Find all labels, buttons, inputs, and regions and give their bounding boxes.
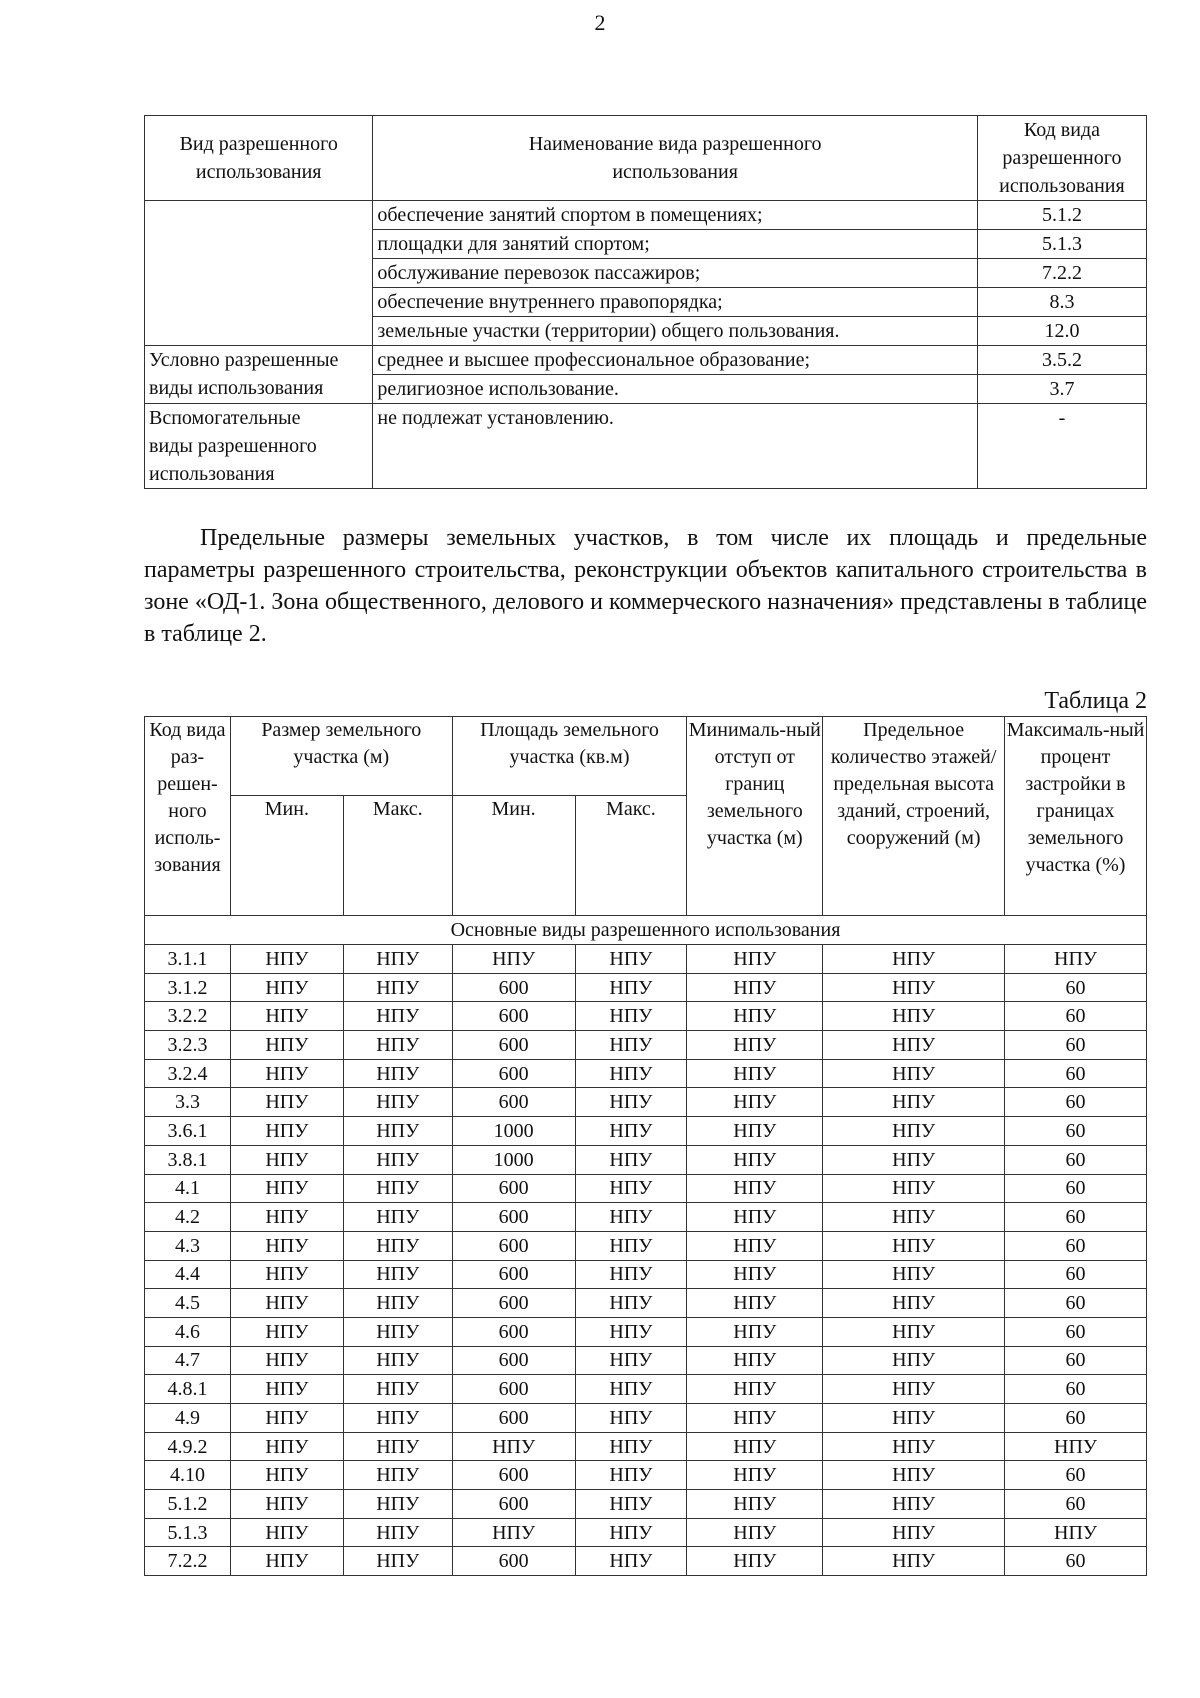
- cell-size-min: НПУ: [230, 1317, 343, 1346]
- cell-area-min: 600: [452, 1002, 575, 1031]
- table-row: [145, 1174, 1147, 1203]
- cell-size-max: НПУ: [343, 1490, 452, 1519]
- cell-code: 3.3: [145, 1088, 231, 1117]
- cell-setback: НПУ: [687, 1375, 823, 1404]
- cell-coverage: 60: [1005, 1260, 1147, 1289]
- header-min-setback: Минималь-ный отступ от границ земельного участка (м): [687, 717, 823, 916]
- cell-setback: НПУ: [687, 1490, 823, 1519]
- cell-code: 4.1: [145, 1174, 231, 1203]
- cell-floors: НПУ: [823, 1317, 1005, 1346]
- cell-code: 3.2.4: [145, 1059, 231, 1088]
- cell-coverage: НПУ: [1005, 1518, 1147, 1547]
- cell-setback: НПУ: [687, 1203, 823, 1232]
- cell-floors: НПУ: [823, 1088, 1005, 1117]
- table1-use-name: обеспечение внутреннего правопорядка;: [373, 288, 977, 317]
- cell-floors: НПУ: [823, 945, 1005, 974]
- cell-area-min: 600: [452, 1547, 575, 1576]
- cell-size-max: НПУ: [343, 1461, 452, 1490]
- cell-size-max: НПУ: [343, 1203, 452, 1232]
- table1-header-use-type: Вид разрешенного использования: [145, 116, 373, 201]
- cell-size-min: НПУ: [230, 1547, 343, 1576]
- cell-area-max: НПУ: [575, 973, 687, 1002]
- table1-use-code: -: [977, 404, 1146, 489]
- cell-size-min: НПУ: [230, 1289, 343, 1318]
- table1-use-name: среднее и высшее профессиональное образование;: [373, 346, 977, 375]
- table1-auxiliary-label: Вспомогательные виды разрешенного использования: [145, 404, 373, 489]
- cell-size-max: НПУ: [343, 1145, 452, 1174]
- cell-size-min: НПУ: [230, 1117, 343, 1146]
- paragraph-text: Предельные размеры земельных участков, в том числе их площадь и предельные параметры разрешенного строительства, реконструкции объектов капитального строительства в зоне «ОД-1. Зона общественного, делового и коммерческого назначения» представлены в таблице в таблице 2.: [144, 525, 1147, 647]
- table1-header-row: [145, 116, 1147, 201]
- cell-setback: НПУ: [687, 1317, 823, 1346]
- cell-area-min: 600: [452, 1059, 575, 1088]
- cell-setback: НПУ: [687, 1432, 823, 1461]
- cell-area-max: НПУ: [575, 1059, 687, 1088]
- cell-floors: НПУ: [823, 1289, 1005, 1318]
- cell-area-min: 600: [452, 1174, 575, 1203]
- cell-size-min: НПУ: [230, 1461, 343, 1490]
- cell-size-min: НПУ: [230, 1203, 343, 1232]
- cell-floors: НПУ: [823, 1117, 1005, 1146]
- header-floors-height: Предельное количество этажей/ предельная высота зданий, строений, сооружений (м): [823, 717, 1005, 916]
- cell-coverage: 60: [1005, 973, 1147, 1002]
- cell-area-max: НПУ: [575, 1346, 687, 1375]
- cell-area-max: НПУ: [575, 1317, 687, 1346]
- table1-conditional-label: Условно разрешенные виды использования: [145, 346, 373, 404]
- table1-use-code: 8.3: [977, 288, 1146, 317]
- table-row: [145, 1518, 1147, 1547]
- table-row: [145, 1461, 1147, 1490]
- cell-size-min: НПУ: [230, 1145, 343, 1174]
- cell-area-min: 600: [452, 1490, 575, 1519]
- cell-size-max: НПУ: [343, 1317, 452, 1346]
- cell-code: 3.1.1: [145, 945, 231, 974]
- cell-coverage: 60: [1005, 1231, 1147, 1260]
- cell-size-max: НПУ: [343, 1432, 452, 1461]
- table1-use-code: 3.5.2: [977, 346, 1146, 375]
- cell-size-min: НПУ: [230, 973, 343, 1002]
- cell-area-min: 600: [452, 1231, 575, 1260]
- table-row: [145, 1346, 1147, 1375]
- table-row: [145, 1289, 1147, 1318]
- header-max-coverage: Максималь-ный процент застройки в границах земельного участка (%): [1005, 717, 1147, 916]
- cell-code: 4.6: [145, 1317, 231, 1346]
- cell-floors: НПУ: [823, 1002, 1005, 1031]
- cell-area-min: 600: [452, 973, 575, 1002]
- cell-floors: НПУ: [823, 1231, 1005, 1260]
- cell-floors: НПУ: [823, 1432, 1005, 1461]
- table-row: [145, 1432, 1147, 1461]
- cell-area-max: НПУ: [575, 945, 687, 974]
- cell-size-max: НПУ: [343, 1174, 452, 1203]
- cell-area-max: НПУ: [575, 1031, 687, 1060]
- cell-code: 3.2.3: [145, 1031, 231, 1060]
- cell-coverage: 60: [1005, 1117, 1147, 1146]
- cell-area-max: НПУ: [575, 1404, 687, 1433]
- table1-use-code: 7.2.2: [977, 259, 1146, 288]
- cell-area-max: НПУ: [575, 1432, 687, 1461]
- cell-area-min: 600: [452, 1375, 575, 1404]
- cell-size-max: НПУ: [343, 1260, 452, 1289]
- cell-size-max: НПУ: [343, 945, 452, 974]
- cell-size-min: НПУ: [230, 1260, 343, 1289]
- cell-setback: НПУ: [687, 1059, 823, 1088]
- table1-use-code: 5.1.3: [977, 230, 1146, 259]
- cell-coverage: 60: [1005, 1174, 1147, 1203]
- cell-coverage: НПУ: [1005, 1432, 1147, 1461]
- table-row: [145, 1231, 1147, 1260]
- cell-floors: НПУ: [823, 1547, 1005, 1576]
- table-row: [145, 1490, 1147, 1519]
- cell-code: 4.8.1: [145, 1375, 231, 1404]
- cell-area-max: НПУ: [575, 1002, 687, 1031]
- cell-code: 4.9.2: [145, 1432, 231, 1461]
- cell-coverage: 60: [1005, 1289, 1147, 1318]
- table1-use-name: площадки для занятий спортом;: [373, 230, 977, 259]
- cell-code: 4.5: [145, 1289, 231, 1318]
- cell-size-max: НПУ: [343, 1346, 452, 1375]
- cell-size-max: НПУ: [343, 1231, 452, 1260]
- cell-size-min: НПУ: [230, 1174, 343, 1203]
- header-area-min: Мин.: [452, 796, 575, 916]
- cell-setback: НПУ: [687, 1260, 823, 1289]
- cell-setback: НПУ: [687, 1002, 823, 1031]
- cell-size-max: НПУ: [343, 1289, 452, 1318]
- table-row: [145, 1203, 1147, 1232]
- table1-use-name: обеспечение занятий спортом в помещениях;: [373, 201, 977, 230]
- table1-use-name: обслуживание перевозок пассажиров;: [373, 259, 977, 288]
- cell-size-max: НПУ: [343, 1547, 452, 1576]
- cell-code: 4.10: [145, 1461, 231, 1490]
- header-size-max: Макс.: [343, 796, 452, 916]
- table1-row: [145, 201, 1147, 230]
- table-row: [145, 1002, 1147, 1031]
- cell-floors: НПУ: [823, 1346, 1005, 1375]
- cell-setback: НПУ: [687, 1461, 823, 1490]
- cell-size-min: НПУ: [230, 945, 343, 974]
- section-row: [145, 916, 1147, 945]
- cell-area-max: НПУ: [575, 1375, 687, 1404]
- table1-use-name: земельные участки (территории) общего пользования.: [373, 317, 977, 346]
- cell-code: 4.4: [145, 1260, 231, 1289]
- cell-coverage: 60: [1005, 1346, 1147, 1375]
- cell-code: 5.1.2: [145, 1490, 231, 1519]
- table-row: [145, 1088, 1147, 1117]
- cell-area-max: НПУ: [575, 1088, 687, 1117]
- cell-size-min: НПУ: [230, 1404, 343, 1433]
- cell-area-min: НПУ: [452, 945, 575, 974]
- page-number: 2: [594, 10, 606, 35]
- cell-setback: НПУ: [687, 1547, 823, 1576]
- cell-coverage: 60: [1005, 1375, 1147, 1404]
- table-row: [145, 1317, 1147, 1346]
- cell-setback: НПУ: [687, 945, 823, 974]
- table1-row: [145, 404, 1147, 489]
- cell-size-max: НПУ: [343, 973, 452, 1002]
- cell-coverage: 60: [1005, 1145, 1147, 1174]
- cell-coverage: НПУ: [1005, 945, 1147, 974]
- cell-code: 4.9: [145, 1404, 231, 1433]
- cell-size-max: НПУ: [343, 1518, 452, 1547]
- cell-coverage: 60: [1005, 1461, 1147, 1490]
- table-row: [145, 1260, 1147, 1289]
- cell-floors: НПУ: [823, 1174, 1005, 1203]
- cell-floors: НПУ: [823, 1260, 1005, 1289]
- cell-floors: НПУ: [823, 1059, 1005, 1088]
- header-area-max: Макс.: [575, 796, 687, 916]
- section-title: Основные виды разрешенного использования: [145, 916, 1147, 945]
- table1-row: [145, 346, 1147, 375]
- cell-area-min: 600: [452, 1203, 575, 1232]
- header-code: Код вида раз-решен-ного исполь-зования: [145, 717, 231, 916]
- table-row: [145, 1117, 1147, 1146]
- permitted-use-table: [144, 115, 1147, 489]
- cell-code: 3.6.1: [145, 1117, 231, 1146]
- cell-coverage: 60: [1005, 1088, 1147, 1117]
- cell-area-min: 600: [452, 1404, 575, 1433]
- cell-area-min: 600: [452, 1088, 575, 1117]
- cell-area-max: НПУ: [575, 1518, 687, 1547]
- table-row: [145, 1547, 1147, 1576]
- cell-size-max: НПУ: [343, 1059, 452, 1088]
- cell-area-min: 600: [452, 1461, 575, 1490]
- cell-setback: НПУ: [687, 1346, 823, 1375]
- cell-floors: НПУ: [823, 1375, 1005, 1404]
- cell-code: 5.1.3: [145, 1518, 231, 1547]
- table-row: [145, 1145, 1147, 1174]
- table-row: [145, 1059, 1147, 1088]
- cell-size-max: НПУ: [343, 1002, 452, 1031]
- cell-setback: НПУ: [687, 1174, 823, 1203]
- cell-coverage: 60: [1005, 1404, 1147, 1433]
- table1-header-use-code: Код вида разрешенного использования: [977, 116, 1146, 201]
- cell-size-min: НПУ: [230, 1002, 343, 1031]
- table1-use-code: 5.1.2: [977, 201, 1146, 230]
- table1-use-code: 12.0: [977, 317, 1146, 346]
- cell-area-max: НПУ: [575, 1117, 687, 1146]
- cell-area-max: НПУ: [575, 1203, 687, 1232]
- header-plot-size: Размер земельного участка (м): [230, 717, 452, 796]
- cell-area-min: 1000: [452, 1117, 575, 1146]
- header-plot-area: Площадь земельного участка (кв.м): [452, 717, 687, 796]
- cell-area-max: НПУ: [575, 1231, 687, 1260]
- cell-floors: НПУ: [823, 1461, 1005, 1490]
- parameters-table: [144, 716, 1147, 1576]
- cell-coverage: 60: [1005, 1002, 1147, 1031]
- cell-code: 3.8.1: [145, 1145, 231, 1174]
- cell-size-min: НПУ: [230, 1031, 343, 1060]
- table2-body: [145, 945, 1147, 1576]
- cell-setback: НПУ: [687, 1231, 823, 1260]
- cell-area-min: 600: [452, 1346, 575, 1375]
- cell-coverage: 60: [1005, 1490, 1147, 1519]
- cell-setback: НПУ: [687, 1404, 823, 1433]
- cell-area-min: НПУ: [452, 1518, 575, 1547]
- cell-code: 3.2.2: [145, 1002, 231, 1031]
- header-size-min: Мин.: [230, 796, 343, 916]
- cell-area-max: НПУ: [575, 1174, 687, 1203]
- cell-area-max: НПУ: [575, 1461, 687, 1490]
- cell-floors: НПУ: [823, 1145, 1005, 1174]
- cell-floors: НПУ: [823, 1518, 1005, 1547]
- body-paragraph: [144, 522, 1147, 650]
- table-row: [145, 1031, 1147, 1060]
- table-row: [145, 1375, 1147, 1404]
- cell-coverage: 60: [1005, 1317, 1147, 1346]
- table-row: [145, 1404, 1147, 1433]
- cell-code: 4.2: [145, 1203, 231, 1232]
- table2-caption: Таблица 2: [1044, 688, 1147, 714]
- cell-coverage: 60: [1005, 1547, 1147, 1576]
- cell-area-min: 600: [452, 1260, 575, 1289]
- cell-size-max: НПУ: [343, 1031, 452, 1060]
- table1-use-code: 3.7: [977, 375, 1146, 404]
- cell-setback: НПУ: [687, 1088, 823, 1117]
- cell-coverage: 60: [1005, 1203, 1147, 1232]
- cell-size-min: НПУ: [230, 1088, 343, 1117]
- table-row: [145, 945, 1147, 974]
- cell-area-min: 600: [452, 1317, 575, 1346]
- cell-setback: НПУ: [687, 1145, 823, 1174]
- cell-area-min: 600: [452, 1031, 575, 1060]
- cell-size-min: НПУ: [230, 1490, 343, 1519]
- cell-floors: НПУ: [823, 1404, 1005, 1433]
- cell-size-min: НПУ: [230, 1432, 343, 1461]
- table1-use-name: не подлежат установлению.: [373, 404, 977, 489]
- cell-code: 3.1.2: [145, 973, 231, 1002]
- cell-coverage: 60: [1005, 1059, 1147, 1088]
- cell-area-max: НПУ: [575, 1145, 687, 1174]
- cell-setback: НПУ: [687, 1031, 823, 1060]
- cell-floors: НПУ: [823, 1203, 1005, 1232]
- table-row: [145, 973, 1147, 1002]
- cell-size-min: НПУ: [230, 1518, 343, 1547]
- cell-code: 7.2.2: [145, 1547, 231, 1576]
- cell-coverage: 60: [1005, 1031, 1147, 1060]
- cell-setback: НПУ: [687, 1117, 823, 1146]
- cell-size-max: НПУ: [343, 1117, 452, 1146]
- table1-use-name: религиозное использование.: [373, 375, 977, 404]
- cell-size-min: НПУ: [230, 1375, 343, 1404]
- cell-floors: НПУ: [823, 1490, 1005, 1519]
- cell-size-max: НПУ: [343, 1088, 452, 1117]
- cell-area-max: НПУ: [575, 1289, 687, 1318]
- cell-floors: НПУ: [823, 973, 1005, 1002]
- cell-area-min: НПУ: [452, 1432, 575, 1461]
- cell-size-min: НПУ: [230, 1346, 343, 1375]
- cell-area-max: НПУ: [575, 1260, 687, 1289]
- table1-header-use-name: Наименование вида разрешенного использования: [373, 116, 977, 201]
- cell-setback: НПУ: [687, 973, 823, 1002]
- cell-setback: НПУ: [687, 1289, 823, 1318]
- cell-size-max: НПУ: [343, 1375, 452, 1404]
- cell-area-max: НПУ: [575, 1490, 687, 1519]
- cell-size-min: НПУ: [230, 1231, 343, 1260]
- cell-setback: НПУ: [687, 1518, 823, 1547]
- cell-area-max: НПУ: [575, 1547, 687, 1576]
- cell-floors: НПУ: [823, 1031, 1005, 1060]
- cell-code: 4.3: [145, 1231, 231, 1260]
- table2-header-row: [145, 717, 1147, 796]
- cell-code: 4.7: [145, 1346, 231, 1375]
- cell-area-min: 600: [452, 1289, 575, 1318]
- cell-size-min: НПУ: [230, 1059, 343, 1088]
- table1-basic-use-cell: [145, 201, 373, 346]
- cell-area-min: 1000: [452, 1145, 575, 1174]
- cell-size-max: НПУ: [343, 1404, 452, 1433]
